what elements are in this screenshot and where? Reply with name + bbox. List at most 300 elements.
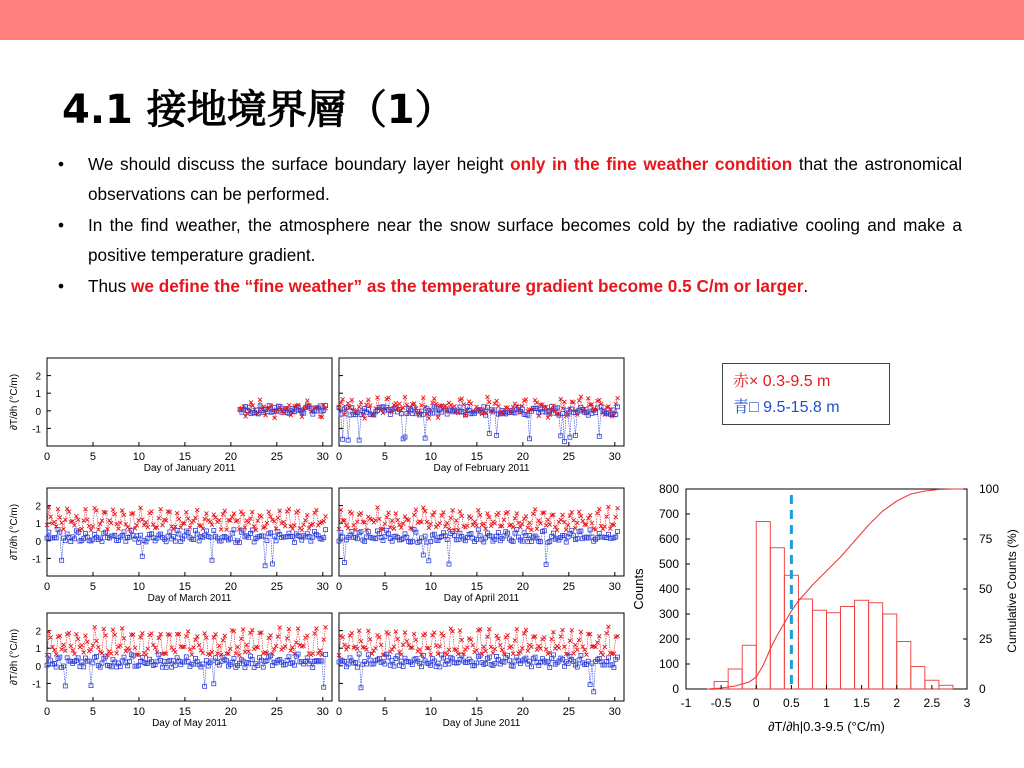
x-tick-label: 10 [424, 706, 438, 718]
red-series-link [133, 513, 135, 528]
blue-series-link [493, 539, 495, 541]
blue-series-link [487, 657, 489, 658]
blue-series-link [203, 664, 205, 686]
panel-frame [47, 358, 332, 446]
blue-series-link [442, 655, 444, 658]
panel-x-label: Day of April 2011 [443, 593, 520, 604]
red-series-link [239, 512, 241, 529]
histogram-bar [911, 667, 925, 690]
red-series-link [56, 509, 58, 526]
red-series-link [313, 633, 315, 653]
month-panel [9, 488, 332, 604]
blue-series-link [363, 540, 365, 541]
red-series-link [431, 635, 433, 654]
red-series-link [93, 508, 95, 526]
blue-series-link [462, 411, 464, 412]
y-tick-label: 0 [35, 406, 41, 418]
red-series-link [96, 510, 98, 529]
blue-series-link [550, 537, 552, 542]
red-series-link [161, 634, 163, 654]
blue-series-link [361, 664, 363, 688]
red-series-link [526, 630, 528, 651]
red-series-link [614, 637, 616, 654]
red-series-link [225, 636, 227, 654]
x-tick-label: 25 [562, 706, 575, 718]
blue-series-link [96, 656, 98, 665]
x-tick-label: 5 [89, 706, 97, 718]
hist-y-label: Counts [631, 568, 646, 610]
x-tick-label: 30 [608, 451, 621, 463]
x-tick-label: 15 [178, 451, 192, 463]
blue-series-link [197, 662, 199, 665]
bullet-dot: • [58, 215, 65, 235]
x-tick-label: 20 [516, 706, 529, 718]
red-series-link [608, 627, 610, 653]
y-right-tick-label: 100 [979, 482, 1000, 496]
blue-series-link [359, 532, 361, 533]
blue-series-link [128, 537, 130, 538]
blue-series-link [574, 413, 576, 436]
x-tick-label: 1 [823, 696, 830, 710]
blue-series-link [361, 532, 363, 540]
y-tick-label: 400 [658, 582, 679, 596]
x-tick-label: 30 [608, 581, 621, 593]
blue-series-link [322, 661, 324, 687]
blue-series-link [348, 415, 350, 440]
blue-series-link [214, 531, 216, 537]
x-tick-label: 0 [335, 581, 343, 593]
blue-series-link [511, 666, 513, 667]
top-color-band [0, 0, 1024, 40]
y-tick-label: 700 [658, 507, 679, 521]
red-series-link [458, 631, 460, 654]
blue-series-link [74, 660, 76, 661]
blue-series-link [225, 660, 227, 661]
histogram-bar [770, 548, 784, 689]
blue-series-link [228, 665, 230, 666]
bullet-item [58, 149, 962, 209]
series-legend [722, 363, 890, 425]
panel-x-label: Day of March 2011 [147, 593, 232, 604]
y-tick-label: 0 [35, 536, 41, 548]
histogram-bar [827, 613, 841, 689]
x-tick-label: -0.5 [710, 696, 732, 710]
blue-series-link [265, 541, 267, 566]
blue-series-link [265, 661, 267, 662]
blue-series-link [168, 660, 170, 661]
legend-red-series: 赤× 0.3-9.5 m [733, 373, 831, 390]
x-tick-label: 0.5 [783, 696, 800, 710]
x-tick-label: 10 [424, 581, 438, 593]
blue-series-link [427, 409, 429, 411]
red-series-link [480, 629, 482, 653]
blue-series-link [497, 414, 499, 435]
red-series-link [581, 632, 583, 647]
red-series-link [249, 633, 251, 652]
red-series-link [453, 631, 455, 649]
x-tick-label: 20 [224, 451, 237, 463]
blue-series-link [316, 534, 318, 536]
blue-series-link [216, 537, 218, 539]
x-tick-label: 2 [893, 696, 901, 710]
month-panel [9, 613, 332, 729]
red-series-link [65, 634, 67, 650]
red-series-link [197, 510, 199, 525]
red-series-link [348, 512, 350, 528]
blue-series-link [49, 655, 51, 660]
y-tick-label: 0 [35, 661, 41, 673]
red-series-link [486, 513, 488, 528]
x-tick-label: 10 [424, 451, 438, 463]
panel-x-label: Day of June 2011 [442, 718, 521, 729]
x-tick-label: 0 [43, 706, 51, 718]
x-tick-label: 30 [316, 706, 329, 718]
panel-frame [339, 358, 624, 446]
x-tick-label: 10 [132, 706, 146, 718]
red-cross-marker [324, 514, 328, 518]
red-series-link [298, 511, 300, 528]
hist-y-right-label: Cumulative Counts (%) [1005, 529, 1019, 653]
cumulative-count-line [707, 489, 967, 689]
blue-series-link [350, 658, 352, 661]
blue-series-link [186, 531, 188, 533]
blue-series-link [513, 533, 515, 541]
red-series-link [261, 633, 263, 654]
x-tick-label: 3 [963, 696, 971, 710]
x-tick-label: 30 [316, 581, 329, 593]
histogram-bar [798, 599, 812, 689]
red-series-link [230, 630, 232, 649]
y-tick-label: -1 [32, 424, 41, 436]
x-tick-label: 5 [381, 451, 389, 463]
red-series-link [553, 632, 555, 649]
red-series-link [388, 634, 390, 652]
blue-series-link [566, 662, 568, 664]
histogram-bar [841, 607, 855, 690]
x-tick-label: 20 [224, 706, 237, 718]
red-series-link [142, 633, 144, 653]
x-tick-label: 10 [132, 581, 146, 593]
blue-series-link [104, 532, 106, 533]
blue-series-link [592, 663, 594, 692]
red-series-link [285, 511, 287, 526]
panel-x-label: Day of January 2011 [143, 463, 236, 474]
red-series-link [129, 635, 131, 650]
y-tick-label: 1 [35, 519, 41, 531]
x-tick-label: 20 [516, 451, 529, 463]
blue-series-link [247, 663, 249, 664]
blue-series-link [359, 414, 361, 440]
blue-series-link [533, 657, 535, 658]
red-series-link [394, 513, 396, 528]
red-series-link [599, 509, 601, 526]
bullet-dot: • [58, 154, 65, 174]
x-tick-label: 25 [270, 706, 283, 718]
blue-series-link [98, 665, 100, 667]
red-series-link [586, 634, 588, 655]
panel-y-label: ∂T/∂h (°C/m) [9, 373, 20, 431]
x-tick-label: 2.5 [923, 696, 941, 710]
blue-series-link [497, 656, 499, 659]
red-series-link [449, 629, 451, 650]
bullet-item [58, 210, 962, 270]
bullet-text: We should discuss the surface boundary layer height [88, 154, 511, 174]
red-series-link [476, 630, 478, 650]
red-series-link [453, 510, 455, 530]
blue-series-link [144, 541, 146, 542]
blue-series-link [91, 663, 93, 686]
blue-series-link [451, 658, 453, 659]
blue-series-link [322, 410, 324, 411]
blue-series-link [388, 534, 390, 539]
y-tick-label: 800 [658, 482, 679, 496]
blue-series-link [58, 657, 60, 658]
red-series-link [608, 507, 610, 529]
red-series-link [239, 639, 241, 655]
blue-series-link [52, 663, 54, 664]
blue-series-link [183, 536, 185, 539]
blue-series-link [131, 655, 133, 656]
blue-series-link [212, 661, 214, 684]
blue-series-link [387, 654, 389, 657]
x-tick-label: 5 [89, 451, 97, 463]
blue-series-link [572, 660, 574, 662]
red-series-link [106, 512, 108, 529]
histogram-bar [897, 642, 911, 690]
x-tick-label: 20 [224, 581, 237, 593]
red-series-link [115, 635, 117, 654]
histogram-bar [869, 603, 883, 689]
blue-series-link [150, 534, 152, 535]
blue-series-link [508, 533, 510, 539]
x-tick-label: 5 [381, 706, 389, 718]
blue-series-link [120, 535, 122, 537]
x-tick-label: 10 [132, 451, 146, 463]
red-series-link [166, 634, 168, 653]
y-tick-label: 0 [672, 682, 679, 696]
blue-series-link [548, 542, 550, 543]
y-right-tick-label: 25 [979, 632, 993, 646]
x-tick-label: 15 [470, 451, 484, 463]
red-series-link [596, 513, 598, 530]
bullet-dot: • [58, 276, 65, 296]
blue-series-link [293, 536, 295, 542]
blue-series-link [596, 538, 598, 539]
blue-series-link [159, 534, 161, 535]
x-tick-label: 0 [43, 451, 51, 463]
blue-series-link [344, 540, 346, 563]
blue-series-link [594, 661, 596, 691]
histogram-bar [812, 610, 826, 689]
blue-series-link [495, 536, 497, 539]
red-series-link [504, 637, 506, 653]
x-tick-label: 25 [562, 451, 575, 463]
blue-series-link [403, 437, 405, 439]
x-tick-label: 30 [316, 451, 329, 463]
y-tick-label: 2 [35, 626, 41, 638]
y-right-tick-label: 50 [979, 582, 993, 596]
histogram-bar [855, 600, 869, 689]
blue-series-link [236, 666, 238, 668]
red-series-link [234, 631, 236, 653]
red-series-link [106, 635, 108, 655]
x-tick-label: 0 [335, 706, 343, 718]
blue-series-link [230, 533, 232, 539]
x-tick-label: 15 [178, 581, 192, 593]
y-tick-label: 2 [35, 501, 41, 513]
y-right-tick-label: 0 [979, 682, 986, 696]
panel-x-label: Day of February 2011 [433, 463, 530, 474]
x-tick-label: 5 [381, 581, 389, 593]
y-tick-label: 100 [658, 657, 679, 671]
blue-series-link [447, 540, 449, 565]
blue-series-link [423, 414, 425, 438]
highlighted-text: we define the “fine weather” as the temperature gradient become 0.5 C/m or larger [131, 276, 804, 296]
blue-series-link [489, 536, 491, 537]
red-series-link [206, 638, 208, 654]
blue-series-link [555, 408, 557, 409]
bullet-text: that the astronomical observations can be performed. [88, 154, 963, 204]
x-tick-label: 1.5 [853, 696, 870, 710]
month-panel [336, 358, 624, 474]
y-tick-label: 1 [35, 644, 41, 656]
y-tick-label: -1 [32, 679, 41, 691]
x-tick-label: 0 [43, 581, 51, 593]
x-tick-label: 5 [89, 581, 97, 593]
x-tick-label: 0 [335, 451, 343, 463]
blue-series-link [269, 656, 271, 657]
legend-blue-series: 青□ 9.5-15.8 m [733, 399, 840, 416]
x-tick-label: 25 [562, 581, 575, 593]
blue-series-link [432, 534, 434, 535]
blue-series-link [520, 540, 522, 541]
red-series-link [289, 509, 291, 526]
red-series-link [212, 637, 214, 652]
red-series-link [366, 631, 368, 650]
red-series-link [307, 636, 309, 654]
x-tick-label: 15 [470, 581, 484, 593]
red-series-link [139, 637, 141, 655]
blue-series-link [63, 666, 65, 686]
y-right-tick-label: 75 [979, 532, 993, 546]
red-series-link [316, 510, 318, 525]
blue-series-link [575, 539, 577, 540]
blue-series-link [425, 536, 427, 542]
red-series-link [316, 629, 318, 654]
red-series-link [489, 629, 491, 647]
red-series-link [522, 633, 524, 648]
monthly-gradient-plots [0, 350, 640, 768]
blue-series-link [418, 541, 420, 542]
blue-series-link [341, 414, 343, 439]
red-series-link [56, 637, 58, 655]
red-series-link [120, 628, 122, 645]
red-series-link [394, 632, 396, 647]
blue-series-link [278, 532, 280, 535]
blue-series-link [241, 660, 243, 661]
y-tick-label: 1 [35, 389, 41, 401]
blue-series-link [95, 656, 97, 657]
blue-series-link [528, 415, 530, 439]
x-tick-label: 25 [270, 581, 283, 593]
red-series-link [203, 633, 205, 653]
y-tick-label: 300 [658, 607, 679, 621]
blue-series-link [506, 532, 508, 533]
red-series-link [531, 514, 533, 530]
red-series-link [225, 511, 227, 530]
blue-series-link [440, 536, 442, 537]
blue-series-link [153, 665, 155, 666]
blue-series-link [324, 530, 326, 538]
blue-series-link [528, 661, 530, 664]
blue-series-link [478, 530, 480, 536]
y-tick-label: 200 [658, 632, 679, 646]
blue-series-link [208, 537, 210, 538]
x-tick-label: 15 [178, 706, 192, 718]
x-tick-label: 25 [270, 451, 283, 463]
blue-series-link [162, 537, 164, 539]
blue-series-link [544, 531, 546, 565]
month-panel [9, 358, 332, 474]
y-tick-label: 2 [35, 371, 41, 383]
red-series-link [517, 629, 519, 653]
month-panel [336, 613, 624, 729]
panel-x-label: Day of May 2011 [152, 718, 227, 729]
panel-y-label: ∂T/∂h (°C/m) [9, 628, 20, 686]
red-series-link [243, 629, 245, 652]
red-series-link [188, 631, 190, 649]
red-series-link [434, 512, 436, 527]
blue-series-link [559, 415, 561, 436]
blue-series-link [427, 542, 429, 561]
slide-title: 4.1 接地境界層（1） [62, 87, 455, 133]
blue-series-link [469, 533, 471, 534]
bullet-text: . [803, 276, 809, 296]
x-tick-label: 30 [608, 706, 621, 718]
red-series-link [84, 636, 86, 653]
red-series-link [535, 509, 537, 529]
bullet-text: In the find weather, the atmosphere near the snow surface becomes cold by the radiative cooling and make a positive temperature gradient. [88, 215, 962, 265]
month-panel [336, 488, 624, 604]
blue-series-link [376, 411, 378, 412]
x-tick-label: 15 [470, 706, 484, 718]
x-tick-label: 20 [516, 581, 529, 593]
blue-series-link [359, 654, 361, 688]
red-series-link [298, 629, 300, 646]
histogram-bar [883, 614, 897, 689]
blue-series-link [405, 414, 407, 437]
blue-series-link [476, 657, 478, 663]
blue-series-link [302, 412, 304, 413]
blue-series-link [210, 537, 212, 560]
blue-series-link [421, 538, 423, 555]
bullet-list [58, 149, 962, 302]
y-tick-label: 500 [658, 557, 679, 571]
red-series-link [175, 634, 177, 652]
hist-x-label: ∂T/∂h|0.3-9.5 (°C/m) [768, 719, 885, 734]
x-tick-label: 0 [752, 696, 760, 710]
red-series-link [443, 636, 445, 654]
blue-series-link [423, 655, 425, 660]
x-tick-label: -1 [680, 696, 692, 710]
red-series-link [421, 635, 423, 655]
bullet-item [58, 271, 962, 301]
red-series-link [102, 629, 104, 653]
red-series-link [388, 513, 390, 528]
red-series-link [572, 630, 574, 653]
red-series-link [252, 630, 254, 649]
red-cross-marker [577, 510, 581, 514]
